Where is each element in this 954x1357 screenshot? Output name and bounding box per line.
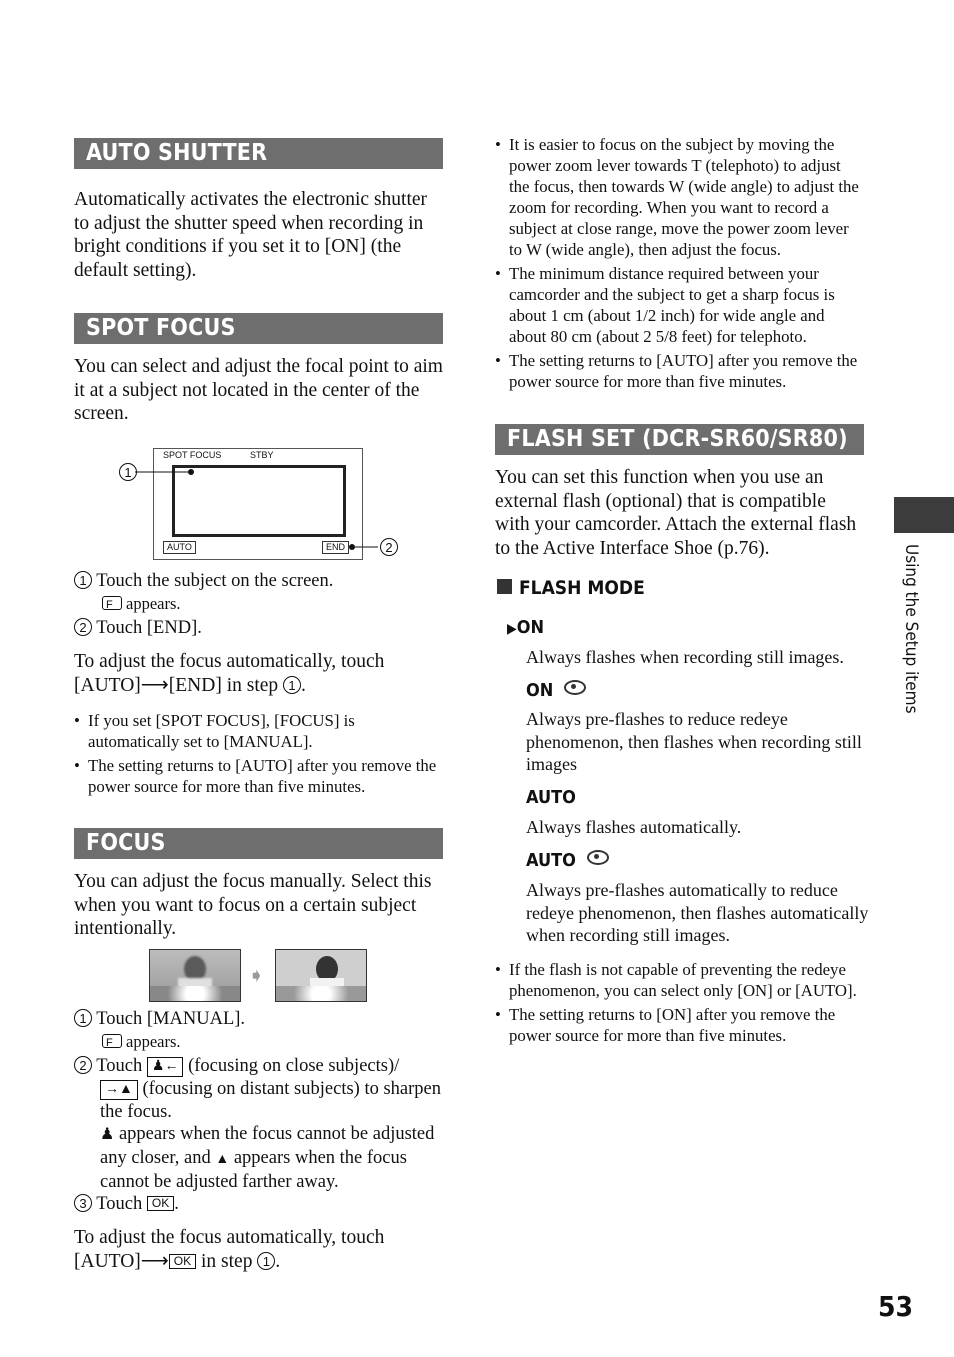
arrow-right-icon: ⟶ — [140, 674, 169, 696]
option-auto-desc: Always flashes automatically. — [526, 817, 742, 837]
option-on-redeye-desc: Always pre-flashes to reduce redeye phenomenon, then flashes when recording still images — [526, 709, 862, 774]
default-marker-icon: ▶ — [507, 621, 517, 637]
focus-step-1-sub-text: appears. — [126, 1032, 181, 1051]
bullet-item: • If you set [SPOT FOCUS], [FOCUS] is automatically set to [MANUAL]. — [74, 711, 355, 751]
step-number-1: 1 — [74, 1009, 92, 1027]
option-auto-redeye-label: AUTO — [526, 850, 609, 871]
callout-2: 2 — [380, 538, 398, 556]
option-auto-redeye-desc: Always pre-flashes automatically to reduce redeye phenomenon, then flashes automatically when recording still images. — [526, 880, 869, 945]
spot-adjust-a: To adjust the focus automatically, touch [AUTO] — [74, 651, 385, 696]
step-number-2: 2 — [74, 1056, 92, 1074]
section-sidebar-label: Using the Setup items — [901, 544, 921, 714]
focus-step-3-text: Touch — [96, 1194, 143, 1214]
option-on-redeye-label: ON — [526, 680, 586, 701]
focus-step-3: 3 Touch OK . — [74, 1193, 179, 1216]
redeye-eye-icon — [564, 680, 586, 695]
focus-heading: FOCUS — [74, 828, 443, 859]
focus-step-2-e: appears when the focus cannot be adjusted farther away. — [100, 1147, 407, 1192]
option-on-desc: Always flashes when recording still images. — [526, 647, 844, 667]
focus-adjust-c: in step — [200, 1250, 253, 1272]
square-bullet-icon — [497, 579, 512, 594]
step-number-1: 1 — [74, 571, 92, 589]
option-auto-label: AUTO — [526, 787, 576, 808]
spot-step-1-text: Touch the subject on the screen. — [96, 571, 334, 591]
flash-set-heading: FLASH SET (DCR-SR60/SR80) — [495, 424, 864, 455]
spot-focus-bullets — [74, 710, 444, 800]
flash-set-text: You can set this function when you use an external flash (optional) that is compatible with your camcorder. Attach the external flash to the Active Interface Shoe (p.76). — [495, 467, 857, 559]
auto-shutter-text: Automatically activates the electronic shutter to adjust the shutter speed when recording in bright conditions if you set it to [ON] (the default setting). — [74, 189, 428, 281]
spot-step-2-text: Touch [END]. — [96, 618, 202, 638]
spot-focus-text: You can select and adjust the focal point to aim it at a subject not located in the center of the screen. — [74, 356, 443, 424]
bullet-item: • The setting returns to [ON] after you remove the power source for more than five minutes. — [495, 1005, 836, 1045]
focus-step-2-cont — [100, 1078, 444, 1123]
arrow-right-icon: ⟶ — [140, 1250, 169, 1272]
step-number-2: 2 — [74, 618, 92, 636]
focus-adjust-text: To adjust the focus automatically, touch [AUTO]⟶ OK in step 1 . — [74, 1227, 385, 1272]
focus-step-2-d: appears when the focus cannot be adjusted any closer, and — [100, 1124, 435, 1168]
bullet-item: • The setting returns to [AUTO] after you remove the power source for more than five minutes. — [74, 756, 437, 796]
section-tab — [894, 497, 954, 533]
spot-focus-heading: SPOT FOCUS — [74, 313, 443, 344]
focus-step-1-sub — [102, 1031, 181, 1052]
option-on-label: ▶ON — [507, 617, 545, 638]
focus-step-2-b: (focusing on close subjects)/ — [188, 1056, 400, 1076]
screen-end-button[interactable]: END — [322, 541, 349, 554]
spot-adjust-b: [END] in step — [168, 674, 279, 696]
spot-step-2 — [74, 617, 202, 640]
focus-after-image — [275, 949, 367, 1002]
focus-step-2-c: (focusing on distant subjects) to sharpen the focus. — [100, 1079, 441, 1122]
screen-mode-label: SPOT FOCUS — [163, 450, 222, 460]
screen-status-label: STBY — [250, 450, 274, 460]
bullet-item: • The minimum distance required between your camcorder and the subject to get a sharp focus is about 1 cm (about 1/2 inch) for wide angle and about 80 cm (about 2 5/8 feet) for telephoto. — [495, 264, 835, 346]
arrow-right-icon: ➧ — [248, 965, 265, 987]
bullet-item: • If the flash is not capable of preventing the redeye phenomenon, you can select only [ON] or [AUTO]. — [495, 960, 857, 1000]
spot-step-1-sub — [102, 593, 181, 614]
mountain-icon: ▲ — [215, 1151, 230, 1167]
auto-shutter-heading: AUTO SHUTTER — [74, 138, 443, 169]
spot-step-1-sub-text: appears. — [126, 594, 181, 613]
focus-step-2-note — [100, 1123, 444, 1194]
focus-tips-bullets — [495, 134, 863, 395]
spot-step-1 — [74, 570, 444, 593]
flash-mode-heading: FLASH MODE — [497, 577, 645, 599]
step-ref-1: 1 — [283, 676, 301, 694]
redeye-eye-icon — [587, 850, 609, 865]
near-focus-button-icon: ♟← — [147, 1057, 184, 1077]
step-ref-1: 1 — [257, 1252, 275, 1270]
person-icon: ♟ — [100, 1126, 115, 1143]
flash-bullets — [495, 959, 863, 1049]
bullet-item: • It is easier to focus on the subject by moving the power zoom lever towards T (telephoto) to adjust the focus, then towards W (wide angle) to adjust the zoom for recording. When you want to record a subject at close range, move the power zoom lever to W (wide angle), then adjust the focus. — [495, 135, 859, 259]
screen-auto-button[interactable]: AUTO — [163, 541, 196, 554]
page-number: 53 — [878, 1290, 914, 1323]
ok-button-icon: OK — [169, 1254, 196, 1269]
manual-focus-icon — [102, 596, 122, 610]
callout-lines — [110, 455, 400, 560]
focus-text: You can adjust the focus manually. Select this when you want to focus on a certain subject intentionally. — [74, 871, 432, 939]
manual-focus-icon — [102, 1034, 122, 1048]
focus-adjust-a: To adjust the focus automatically, touch — [74, 1227, 385, 1248]
bullet-item: • The setting returns to [AUTO] after you remove the power source for more than five minutes. — [495, 351, 858, 391]
focus-step-1-text: Touch [MANUAL]. — [96, 1009, 246, 1029]
focus-step-2 — [74, 1055, 444, 1078]
spot-adjust-text: To adjust the focus automatically, touch [AUTO]⟶[END] in step 1 . — [74, 651, 385, 696]
callout-1: 1 — [119, 463, 137, 481]
far-focus-button-icon: →▲ — [100, 1080, 138, 1100]
focus-before-image — [149, 949, 241, 1002]
focus-step-2-a: Touch — [96, 1056, 143, 1076]
ok-button-icon: OK — [147, 1196, 174, 1211]
focus-step-1 — [74, 1008, 245, 1031]
focus-adjust-b: [AUTO] — [74, 1250, 141, 1272]
step-number-3: 3 — [74, 1194, 92, 1212]
